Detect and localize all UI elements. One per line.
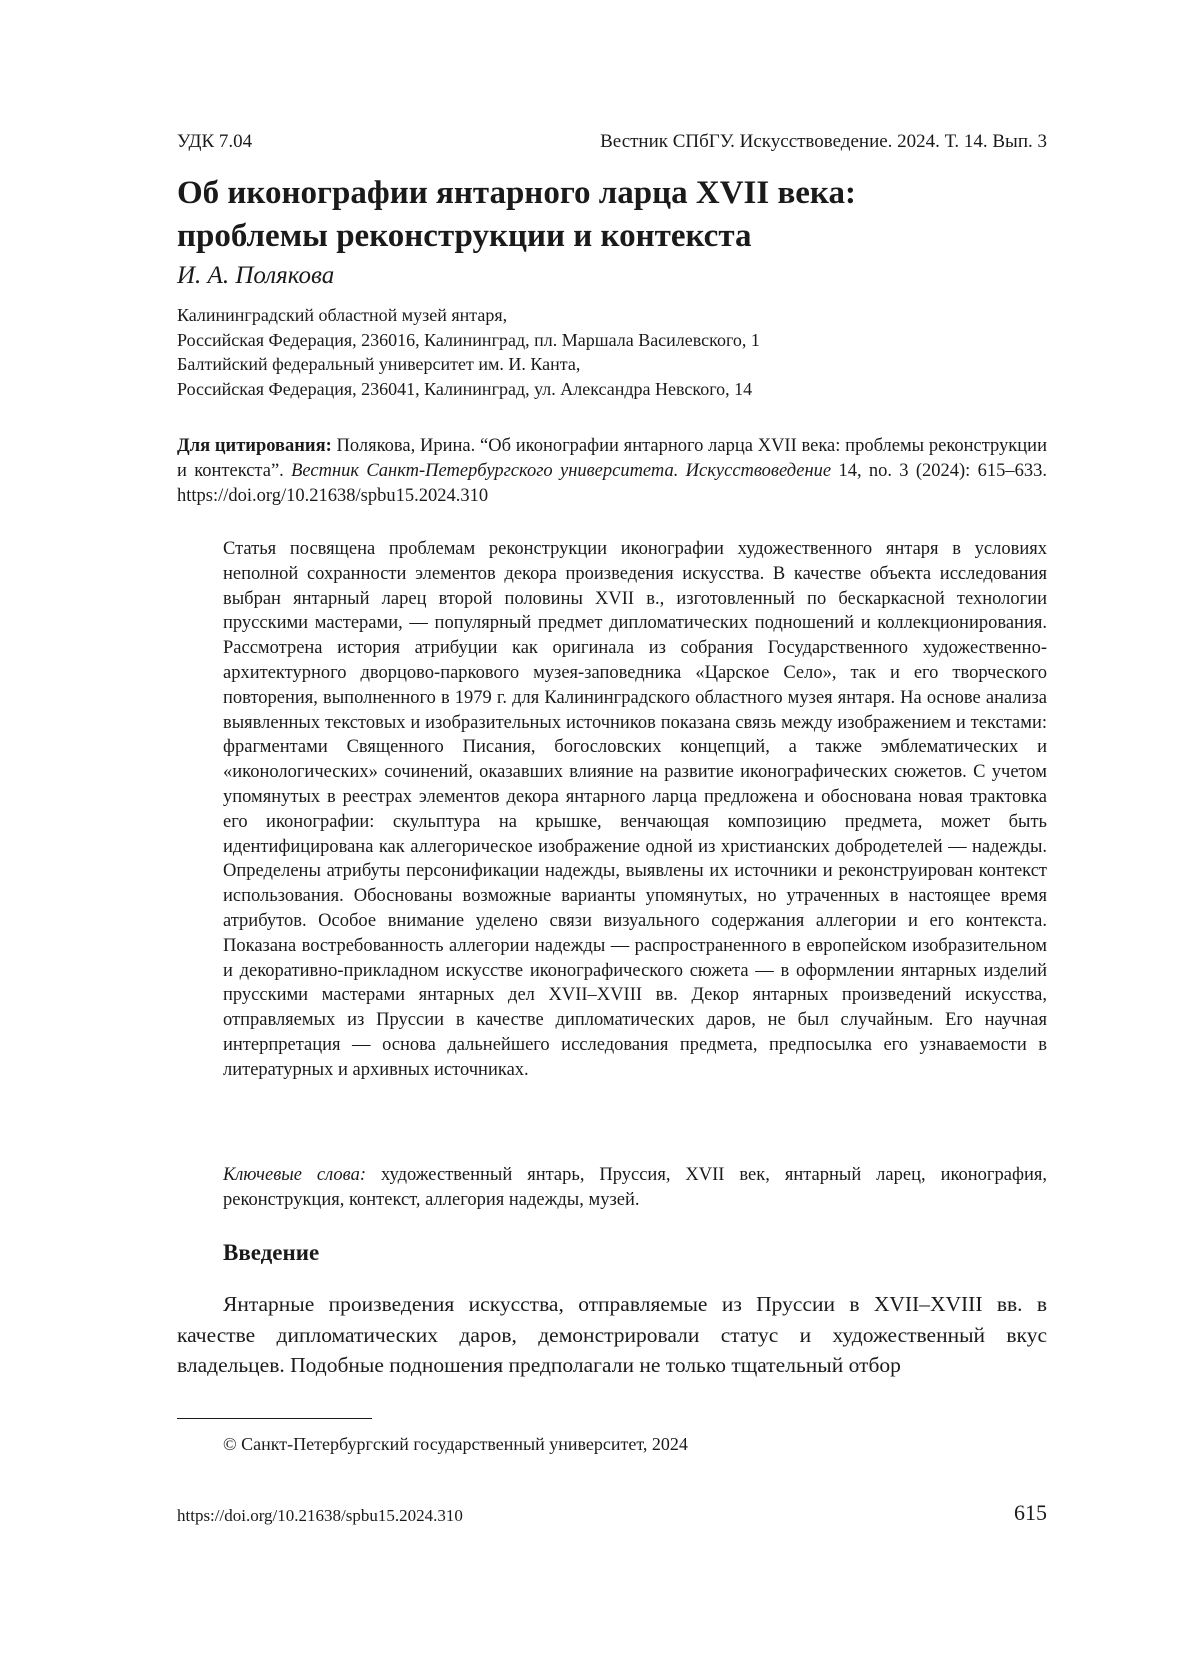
- keywords-text: художественный янтарь, Пруссия, XVII век, янтарный ларец, иконография, реконструкция, контекст, аллегория надежды, музей.: [223, 1165, 1047, 1210]
- copyright-footnote: © Санкт-Петербургский государственный университет, 2024: [223, 1434, 688, 1454]
- running-header: [177, 131, 1047, 153]
- abstract: Статья посвящена проблемам реконструкции иконографии художественного янтаря в условиях неполной сохранности элементов декора произведения искусства. В качестве объекта исследования выбран янтарный ларец второй половины XVII в., изготовленный по бескаркасной технологии прусскими мастерами, — популярный предмет дипломатических подношений и коллекционирования. Рассмотрена история атрибуции как оригинала из собрания Государственного художественно-архитектурного дворцово-паркового музея-заповедника «Царское Село», так и его творческого повторения, выполненного в 1979 г. для Калининградского областного музея янтаря. На основе анализа выявленных текстовых и изобразительных источников показана связь между изображением и текстами: фрагментами Священного Писания, богословских концепций, а также эмблематических и «иконологических» сочинений, оказавших влияние на развитие иконографических сюжетов. С учетом упомянутых в реестрах элементов декора янтарного ларца предложена и обоснована новая трактовка его иконографии: скульптура на крышке, венчающая композицию предмета, может быть идентифицирована как аллегорическое изображение одной из христианских добродетелей — надежды. Определены атрибуты персонификации надежды, выявлены их источники и реконструирован контекст использования. Обоснованы возможные варианты упомянутых, но утраченных в настоящее время атрибутов. Особое внимание уделено связи визуального содержания аллегории и его контекста. Показана востребованность аллегории надежды — распространенного в европейском изобразительном и декоративно-прикладном искусстве иконографического сюжета — в оформлении янтарных изделий прусскими мастерами янтарных дел XVII–XVIII вв. Декор янтарных произведений искусства, отправляемых из Пруссии в качестве дипломатических даров, не был случайным. Его научная интерпретация — основа дальнейшего исследования предмета, предпосылка его узнаваемости в литературных и архивных источниках.: [223, 539, 1047, 1080]
- introduction-paragraph: Янтарные произведения искусства, отправляемые из Пруссии в XVII–XVIII вв. в качестве дипломатических даров, демонстрировали статус и художественный вкус владельцев. Подобные подношения предполагали не только тщательный отбор: [177, 1292, 1047, 1377]
- udk-code: УДК 7.04: [177, 131, 253, 152]
- journal-issue: Вестник СПбГУ. Искусствоведение. 2024. Т. 14. Вып. 3: [600, 131, 1047, 152]
- footer-doi-link[interactable]: https://doi.org/10.21638/spbu15.2024.310: [177, 1506, 463, 1525]
- affiliation-line: Российская Федерация, 236041, Калининград, ул. Александра Невского, 14: [177, 378, 753, 399]
- title-line-2: проблемы реконструкции и контекста: [177, 218, 752, 254]
- section-heading-introduction: Введение: [223, 1240, 320, 1265]
- citation-label: Для цитирования:: [177, 436, 332, 456]
- citation-text: Полякова, Ирина. “Об иконографии янтарного ларца XVII века: проблемы реконструкции и контекста”.: [177, 436, 1047, 481]
- affiliation-line: Российская Федерация, 236016, Калининград, пл. Маршала Василевского, 1: [177, 329, 760, 350]
- page-number: 615: [1014, 1500, 1047, 1525]
- article-page: [177, 0, 1047, 1655]
- title-line-1: Об иконографии янтарного ларца XVII века:: [177, 175, 856, 211]
- article-title: [177, 172, 1047, 258]
- citation-block: [177, 434, 1047, 509]
- affiliation-line: Калининградский областной музей янтаря,: [177, 305, 508, 325]
- citation-journal: Вестник Санкт-Петербургского университета. Искусствоведение: [291, 461, 832, 481]
- affiliation-block: [177, 303, 760, 401]
- citation-details: 14, no. 3 (2024): 615–633. https://doi.org/10.21638/spbu15.2024.310: [177, 461, 1047, 506]
- affiliation-line: Балтийский федеральный университет им. И. Канта,: [177, 354, 581, 374]
- footnote-divider: [177, 1418, 372, 1419]
- keywords: [223, 1163, 1047, 1213]
- keywords-label: Ключевые слова:: [223, 1165, 366, 1185]
- author-name: И. А. Полякова: [177, 262, 335, 289]
